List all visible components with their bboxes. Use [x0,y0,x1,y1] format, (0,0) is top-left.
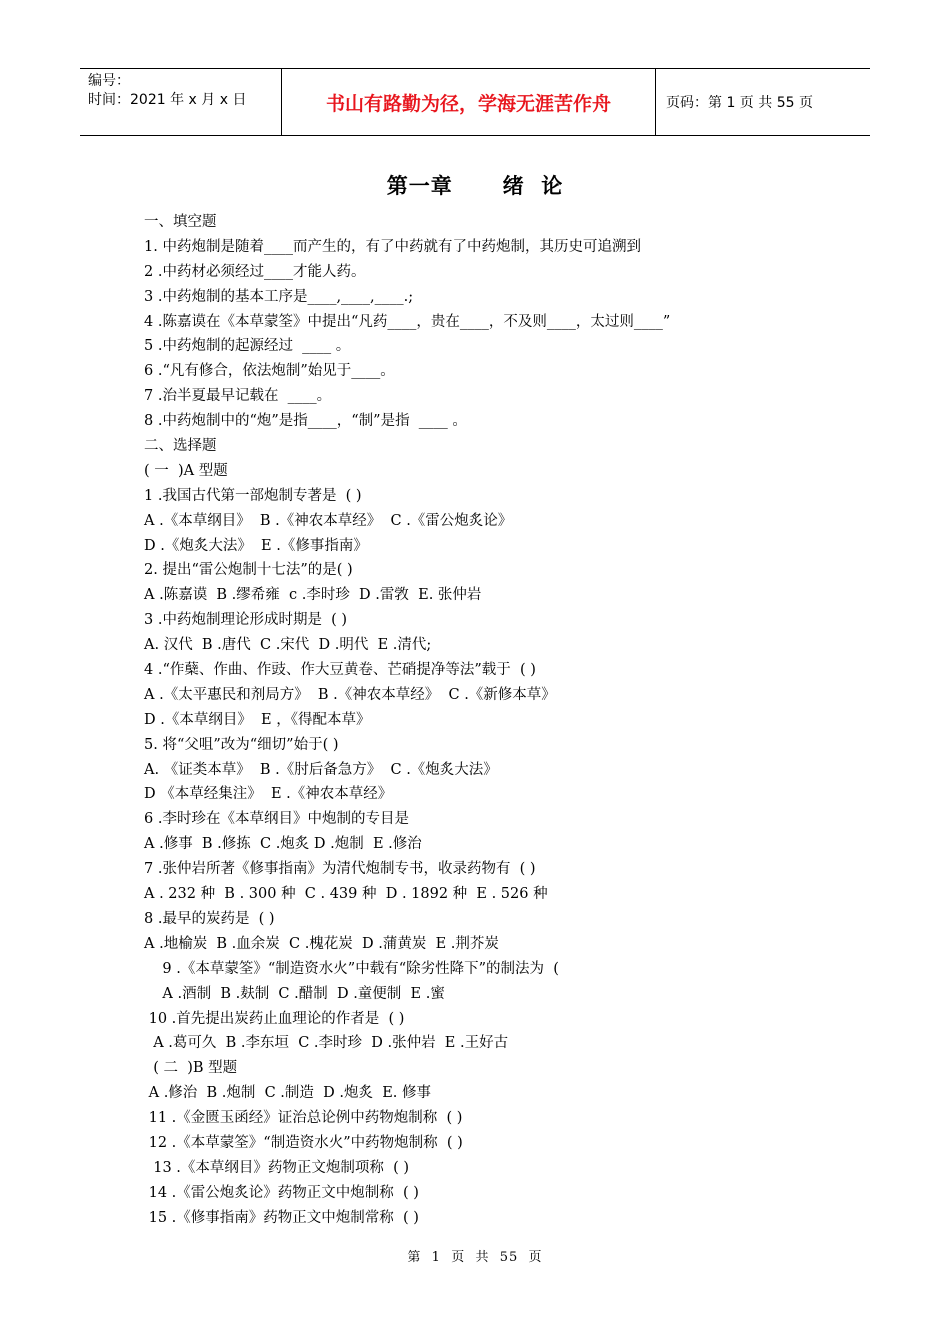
text-line: 一、填空题 [144,214,217,230]
text-line: A .《本草纲目》 B .《神农本草经》 C .《雷公炮炙论》 [144,512,513,529]
text-line: A . 232 种 B . 300 种 C . 439 种 D . 1892 种 E . 526 种 [144,886,548,903]
text-line: A .葛可久 B .李东垣 C .李时珍 D .张仲岩 E .王好古 [144,1035,509,1052]
page-number-cell [656,69,870,135]
text-line: 6 .李时珍在《本草纲目》中炮制的专目是 [144,811,409,828]
date-label: 时间：2021 年 x 月 x 日 [88,92,247,108]
text-line: A .地榆炭 B .血余炭 C .槐花炭 D .蒲黄炭 E .荆芥炭 [144,935,499,952]
header-page-label: 页码：第 1 页 共 55 页 [666,95,813,111]
text-line: 1 .我国古代第一部炮制专著是 ( ) [144,487,362,504]
text-line: 9 .《本草蒙筌》“制造资水火”中载有“除劣性降下”的制法为 ( [144,960,559,977]
text-line: A .酒制 B .麸制 C .醋制 D .童便制 E .蜜 [144,985,445,1002]
page-header [80,68,870,136]
text-line: 11 .《金匮玉函经》证治总论例中药物炮制称 ( ) [144,1110,463,1127]
text-line: 15 .《修事指南》药物正文中炮制常称 ( ) [144,1209,419,1226]
text-line: D 《本草经集注》 E .《神农本草经》 [144,786,393,803]
text-line: 6 .“凡有修合，依法炮制”始见于____。 [144,363,395,380]
text-line: 2. 提出“雷公炮制十七法”的是( ) [144,562,353,579]
text-line: 5. 将“父咀”改为“细切”始于( ) [144,736,339,753]
motto-cell [282,69,656,135]
text-line: ( 一 )A 型题 [144,462,228,479]
text-line: D .《炮炙大法》 E .《修事指南》 [144,537,368,554]
text-line: A .修治 B .炮制 C .制造 D .炮炙 E. 修事 [144,1085,432,1102]
text-line: 13 .《本草纲目》药物正文炮制项称 ( ) [144,1159,410,1176]
text-line: D .《本草纲目》 E ，《得配本草》 [144,711,371,728]
text-line: A .《太平惠民和剂局方》 B .《神农本草经》 C .《新修本草》 [144,686,556,703]
text-line: 4 .“作蘖、作曲、作豉、作大豆黄卷、芒硝提净等法”载于 ( ) [144,662,536,679]
text-line: 7 .张仲岩所著《修事指南》为清代炮制专书，收录药物有 ( ) [144,861,536,878]
text-line: 4 .陈嘉谟在《本草蒙筌》中提出“凡药____，贵在____，不及则____，太过则____” [144,313,671,330]
chapter-title: 第一章 绪 论 [386,174,564,198]
text-line: 12 .《本草蒙筌》“制造资水火”中药物炮制称 ( ) [144,1134,463,1151]
text-line: 8 .中药炮制中的“炮”是指____，“制”是指 ____ 。 [144,413,467,430]
text-line: 3 .中药炮制理论形成时期是 ( ) [144,612,348,629]
text-line: A. 《证类本草》 B .《肘后备急方》 C .《炮炙大法》 [144,761,498,778]
text-line: A .陈嘉谟 B .缪希雍 c .李时珍 D .雷敩 E. 张仲岩 [144,587,482,604]
text-line: 14 .《雷公炮炙论》药物正文中炮制称 ( ) [144,1184,419,1201]
text-line: 8 .最早的炭药是 ( ) [144,910,275,927]
question-list [144,210,864,1231]
text-line: 7 .治半夏最早记载在 ____。 [144,388,332,405]
text-line: A .修事 B .修拣 C .炮炙 D .炮制 E .修治 [144,836,422,853]
text-line: ( 二 )B 型题 [144,1060,238,1077]
text-line: 5 .中药炮制的起源经过 ____ 。 [144,338,351,355]
text-line: 10 .首先提出炭药止血理论的作者是 ( ) [144,1010,405,1027]
header-motto: 书山有路勤为径，学海无涯苦作舟 [325,92,611,115]
text-line: 1. 中药炮制是随着____而产生的，有了中药就有了中药炮制，其历史可追溯到 [144,238,641,255]
text-line: A. 汉代 B .唐代 C .宋代 D .明代 E .清代; [144,637,432,654]
text-line: 3 .中药炮制的基本工序是____,____,____.; [144,288,414,305]
text-line: 二、选择题 [144,438,217,455]
serial-number-label: 编号： [88,73,130,89]
text-line: 2 .中药材必须经过____才能人药。 [144,263,366,280]
header-info-cell [80,69,282,135]
page-footer: 第 1 页 共 55 页 [407,1250,543,1265]
